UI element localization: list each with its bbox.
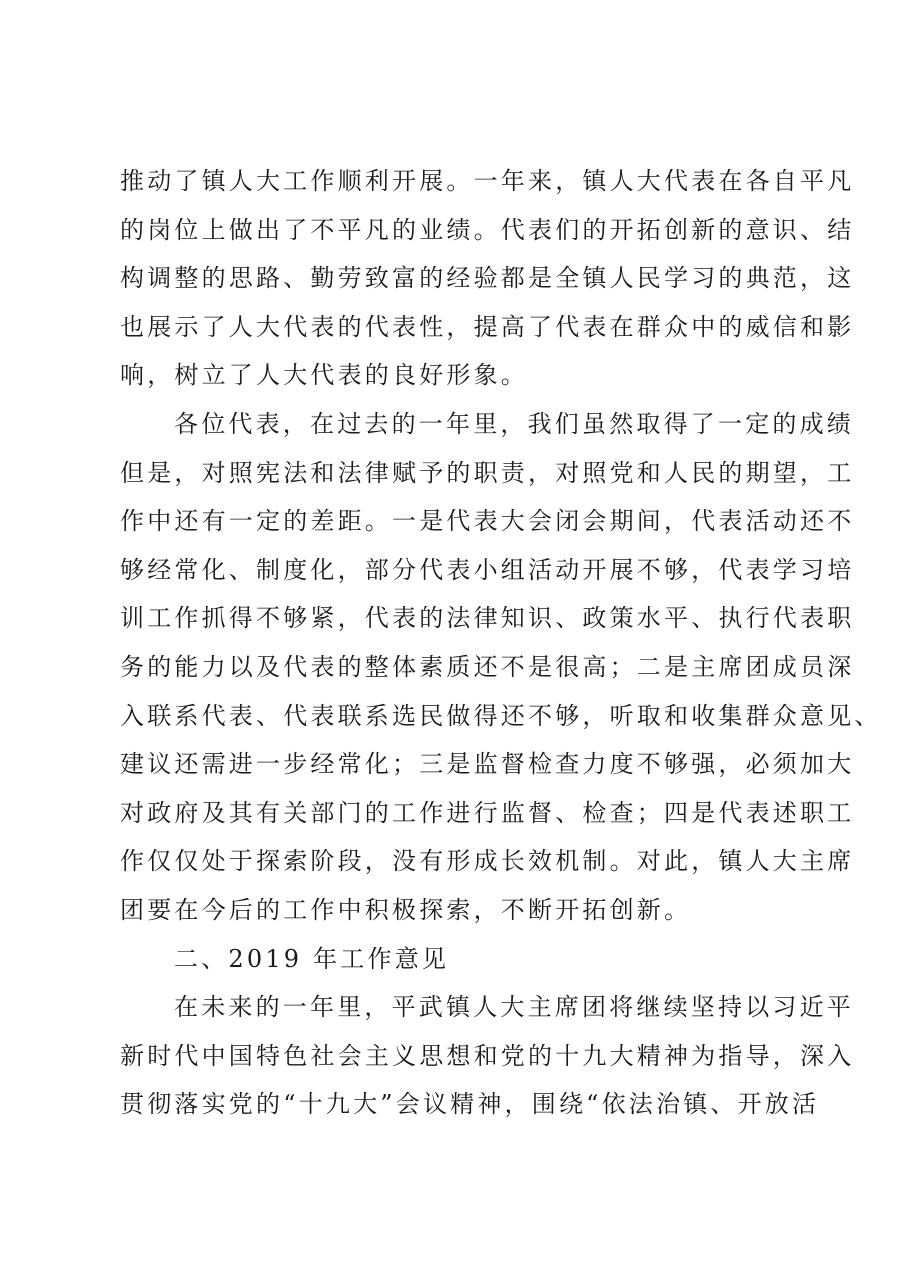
text-line: 够经常化、制度化，部分代表小组活动开展不够，代表学习培	[120, 555, 855, 584]
text-line: 作中还有一定的差距。一是代表大会闭会期间，代表活动还不	[120, 507, 855, 536]
text-line: 团要在今后的工作中积极探索，不断开拓创新。	[120, 895, 692, 924]
text-line: 的岗位上做出了不平凡的业绩。代表们的开拓创新的意识、结	[120, 215, 855, 244]
text-line: 入联系代表、代表联系选民做得还不够，听取和收集群众意见、	[120, 701, 882, 730]
paragraph-start-line: 各位代表，在过去的一年里，我们虽然取得了一定的成绩	[174, 409, 854, 438]
text-line: 响，树立了人大代表的良好形象。	[120, 361, 528, 390]
text-line: 新时代中国特色社会主义思想和党的十九大精神为指导，深入	[120, 1041, 855, 1070]
text-line: 也展示了人大代表的代表性，提高了代表在群众中的威信和影	[120, 312, 855, 341]
text-line: 推动了镇人大工作顺利开展。一年来，镇人大代表在各自平凡	[120, 167, 855, 195]
text-line: 训工作抓得不够紧，代表的法律知识、政策水平、执行代表职	[120, 604, 855, 633]
text-line: 贯彻落实党的“十九大”会议精神，围绕“依法治镇、开放活	[120, 1090, 820, 1119]
document-body	[120, 157, 882, 1129]
section-heading: 二、2019 年工作意见	[174, 944, 450, 973]
paragraph-start-line: 在未来的一年里，平武镇人大主席团将继续坚持以习近平	[174, 993, 854, 1022]
text-line: 作仅仅处于探索阶段，没有形成长效机制。对此，镇人大主席	[120, 847, 855, 876]
text-line: 构调整的思路、勤劳致富的经验都是全镇人民学习的典范，这	[120, 264, 855, 293]
text-line: 建议还需进一步经常化；三是监督检查力度不够强，必须加大	[120, 750, 855, 779]
text-line: 对政府及其有关部门的工作进行监督、检查；四是代表述职工	[120, 798, 855, 827]
text-line: 但是，对照宪法和法律赋予的职责，对照党和人民的期望，工	[120, 458, 855, 487]
text-line: 务的能力以及代表的整体素质还不是很高；二是主席团成员深	[120, 652, 855, 681]
